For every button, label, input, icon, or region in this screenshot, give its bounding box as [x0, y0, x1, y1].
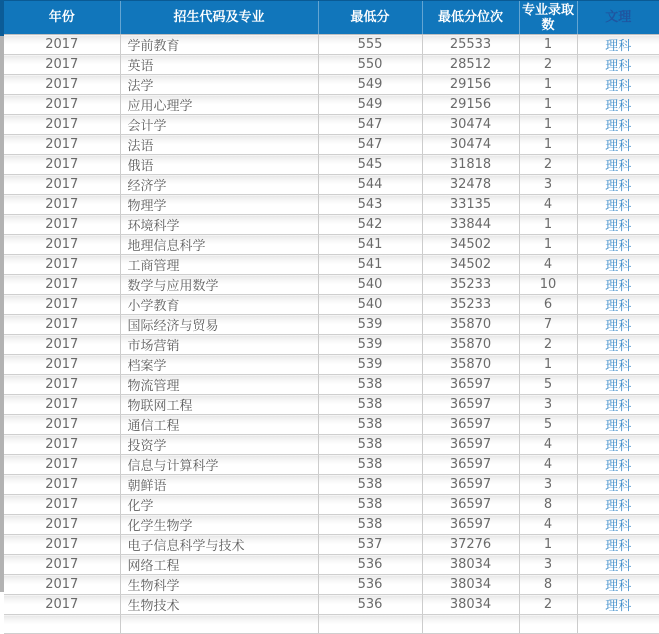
- cell-min-score: 539: [318, 315, 422, 335]
- cell-min-rank: 25533: [422, 35, 519, 55]
- cell-min-rank: 38034: [422, 575, 519, 595]
- cell-year: 2017: [4, 235, 120, 255]
- cell-year: 2017: [4, 215, 120, 235]
- cell-year: 2017: [4, 295, 120, 315]
- cell-min-score: [318, 615, 422, 634]
- cell-year: 2017: [4, 155, 120, 175]
- cell-min-rank: 33135: [422, 195, 519, 215]
- table-row: [4, 55, 659, 75]
- table-row: [4, 495, 659, 515]
- table-row: [4, 235, 659, 255]
- cell-min-score: 539: [318, 355, 422, 375]
- cell-track-link[interactable]: 理科: [577, 35, 659, 55]
- cell-min-score: 545: [318, 155, 422, 175]
- cell-min-score: 536: [318, 555, 422, 575]
- cell-min-score: 542: [318, 215, 422, 235]
- cell-year: 2017: [4, 375, 120, 395]
- cell-admit-count: 1: [519, 95, 577, 115]
- cell-admit-count: 5: [519, 375, 577, 395]
- cell-major: 物理学: [120, 195, 318, 215]
- cell-min-score: 544: [318, 175, 422, 195]
- cell-year: 2017: [4, 95, 120, 115]
- cell-track-link[interactable]: 理科: [577, 415, 659, 435]
- cell-major: 小学教育: [120, 295, 318, 315]
- cell-major: 市场营销: [120, 335, 318, 355]
- cell-admit-count: 4: [519, 455, 577, 475]
- table-row: [4, 135, 659, 155]
- cell-admit-count: 8: [519, 575, 577, 595]
- cell-major: 俄语: [120, 155, 318, 175]
- table-row: [4, 355, 659, 375]
- table-row: [4, 95, 659, 115]
- cell-min-score: 538: [318, 515, 422, 535]
- cell-min-score: 540: [318, 295, 422, 315]
- cell-min-rank: 38034: [422, 595, 519, 615]
- cell-min-rank: 29156: [422, 75, 519, 95]
- cell-admit-count: 7: [519, 315, 577, 335]
- cell-admit-count: 5: [519, 415, 577, 435]
- cell-min-score: 538: [318, 415, 422, 435]
- cell-year: 2017: [4, 595, 120, 615]
- cell-major: 档案学: [120, 355, 318, 375]
- cell-min-rank: 38034: [422, 555, 519, 575]
- table-row: [4, 115, 659, 135]
- cell-track-link[interactable]: 理科: [577, 535, 659, 555]
- cell-admit-count: 2: [519, 155, 577, 175]
- cell-track-link[interactable]: 理科: [577, 395, 659, 415]
- cell-min-score: 549: [318, 75, 422, 95]
- cell-track-link[interactable]: [577, 615, 659, 634]
- cell-major: 物联网工程: [120, 395, 318, 415]
- cell-major: 英语: [120, 55, 318, 75]
- cell-min-score: 543: [318, 195, 422, 215]
- cell-track-link[interactable]: 理科: [577, 375, 659, 395]
- cell-major: 物流管理: [120, 375, 318, 395]
- table-row: [4, 295, 659, 315]
- cell-year: 2017: [4, 335, 120, 355]
- table-row: [4, 395, 659, 415]
- cell-admit-count: 4: [519, 515, 577, 535]
- table-row: [4, 215, 659, 235]
- cell-min-rank: 35233: [422, 295, 519, 315]
- cell-min-rank: 30474: [422, 115, 519, 135]
- cell-min-rank: 36597: [422, 475, 519, 495]
- table-row: [4, 255, 659, 275]
- cell-admit-count: 6: [519, 295, 577, 315]
- column-header-min-score: 最低分: [318, 1, 422, 35]
- cell-track-link[interactable]: 理科: [577, 315, 659, 335]
- cell-min-score: 537: [318, 535, 422, 555]
- cell-admit-count: 4: [519, 255, 577, 275]
- cell-admit-count: 3: [519, 395, 577, 415]
- table-header-row: [4, 1, 659, 35]
- cell-admit-count: 1: [519, 75, 577, 95]
- cell-min-rank: 35870: [422, 355, 519, 375]
- cell-year: 2017: [4, 75, 120, 95]
- cell-major: 通信工程: [120, 415, 318, 435]
- cell-track-link[interactable]: 理科: [577, 155, 659, 175]
- cell-major: 法语: [120, 135, 318, 155]
- table-row: [4, 455, 659, 475]
- cell-track-link[interactable]: 理科: [577, 555, 659, 575]
- table-row: [4, 615, 659, 634]
- cell-year: 2017: [4, 435, 120, 455]
- table-row: [4, 75, 659, 95]
- cell-major: 电子信息科学与技术: [120, 535, 318, 555]
- cell-year: 2017: [4, 195, 120, 215]
- cell-track-link[interactable]: 理科: [577, 95, 659, 115]
- table-row: [4, 335, 659, 355]
- cell-year: 2017: [4, 55, 120, 75]
- cell-year: 2017: [4, 275, 120, 295]
- cell-major: 化学: [120, 495, 318, 515]
- cell-year: 2017: [4, 555, 120, 575]
- column-header-year: 年份: [4, 1, 120, 35]
- cell-min-rank: 35870: [422, 335, 519, 355]
- admission-scores-table: [4, 0, 659, 634]
- table-row: [4, 475, 659, 495]
- cell-admit-count: 1: [519, 355, 577, 375]
- cell-track-link[interactable]: 理科: [577, 275, 659, 295]
- cell-year: 2017: [4, 415, 120, 435]
- cell-min-rank: 34502: [422, 255, 519, 275]
- cell-min-score: 538: [318, 455, 422, 475]
- cell-track-link[interactable]: 理科: [577, 75, 659, 95]
- cell-admit-count: 4: [519, 435, 577, 455]
- cell-min-rank: 34502: [422, 235, 519, 255]
- cell-min-score: 539: [318, 335, 422, 355]
- cell-min-score: 550: [318, 55, 422, 75]
- table-header: [4, 1, 659, 35]
- cell-year: 2017: [4, 35, 120, 55]
- cell-admit-count: 10: [519, 275, 577, 295]
- cell-admit-count: 2: [519, 55, 577, 75]
- cell-track-link[interactable]: 理科: [577, 115, 659, 135]
- cell-year: 2017: [4, 395, 120, 415]
- cell-min-rank: 37276: [422, 535, 519, 555]
- cell-min-score: 541: [318, 255, 422, 275]
- cell-track-link[interactable]: 理科: [577, 515, 659, 535]
- cell-min-rank: [422, 615, 519, 634]
- cell-min-rank: 36597: [422, 375, 519, 395]
- cell-track-link[interactable]: 理科: [577, 495, 659, 515]
- cell-min-score: 536: [318, 595, 422, 615]
- cell-track-link[interactable]: 理科: [577, 255, 659, 275]
- column-header-admit-count: 专业录取数: [519, 1, 577, 35]
- cell-min-score: 536: [318, 575, 422, 595]
- cell-year: 2017: [4, 355, 120, 375]
- cell-year: 2017: [4, 115, 120, 135]
- cell-admit-count: 3: [519, 555, 577, 575]
- cell-major: 应用心理学: [120, 95, 318, 115]
- table-row: [4, 555, 659, 575]
- cell-major: 环境科学: [120, 215, 318, 235]
- cell-min-score: 538: [318, 375, 422, 395]
- cell-min-rank: 28512: [422, 55, 519, 75]
- left-gutter-body: [0, 36, 4, 592]
- cell-admit-count: 4: [519, 195, 577, 215]
- table-row: [4, 155, 659, 175]
- cell-year: [4, 615, 120, 634]
- cell-min-score: 538: [318, 435, 422, 455]
- table-row: [4, 315, 659, 335]
- cell-major: 生物技术: [120, 595, 318, 615]
- cell-major: 生物科学: [120, 575, 318, 595]
- cell-year: 2017: [4, 495, 120, 515]
- cell-admit-count: 8: [519, 495, 577, 515]
- left-gutter-header: [0, 0, 4, 36]
- cell-track-link[interactable]: 理科: [577, 455, 659, 475]
- cell-track-link[interactable]: 理科: [577, 175, 659, 195]
- cell-min-score: 538: [318, 475, 422, 495]
- cell-admit-count: 1: [519, 115, 577, 135]
- cell-major: 学前教育: [120, 35, 318, 55]
- cell-admit-count: 1: [519, 35, 577, 55]
- cell-year: 2017: [4, 175, 120, 195]
- cell-min-score: 538: [318, 395, 422, 415]
- cell-min-rank: 32478: [422, 175, 519, 195]
- cell-min-score: 555: [318, 35, 422, 55]
- cell-track-link[interactable]: 理科: [577, 215, 659, 235]
- cell-track-link[interactable]: 理科: [577, 195, 659, 215]
- cell-track-link[interactable]: 理科: [577, 435, 659, 455]
- cell-min-rank: 36597: [422, 455, 519, 475]
- table-body: [4, 35, 659, 634]
- cell-admit-count: 1: [519, 235, 577, 255]
- table-row: [4, 595, 659, 615]
- cell-year: 2017: [4, 575, 120, 595]
- cell-min-rank: 35870: [422, 315, 519, 335]
- cell-admit-count: 2: [519, 335, 577, 355]
- cell-year: 2017: [4, 255, 120, 275]
- cell-min-score: 541: [318, 235, 422, 255]
- cell-track-link[interactable]: 理科: [577, 55, 659, 75]
- cell-min-score: 547: [318, 135, 422, 155]
- cell-major: 数学与应用数学: [120, 275, 318, 295]
- column-header-major: 招生代码及专业: [120, 1, 318, 35]
- cell-admit-count: 1: [519, 535, 577, 555]
- cell-track-link[interactable]: 理科: [577, 575, 659, 595]
- cell-min-rank: 35233: [422, 275, 519, 295]
- column-header-min-rank: 最低分位次: [422, 1, 519, 35]
- cell-min-score: 538: [318, 495, 422, 515]
- cell-min-rank: 36597: [422, 395, 519, 415]
- cell-track-link[interactable]: 理科: [577, 235, 659, 255]
- cell-admit-count: 3: [519, 475, 577, 495]
- cell-min-rank: 29156: [422, 95, 519, 115]
- cell-year: 2017: [4, 535, 120, 555]
- table-row: [4, 515, 659, 535]
- cell-track-link[interactable]: 理科: [577, 295, 659, 315]
- cell-min-rank: 33844: [422, 215, 519, 235]
- cell-year: 2017: [4, 455, 120, 475]
- cell-major: 会计学: [120, 115, 318, 135]
- cell-year: 2017: [4, 315, 120, 335]
- cell-major: 地理信息科学: [120, 235, 318, 255]
- cell-admit-count: [519, 615, 577, 634]
- cell-major: 信息与计算科学: [120, 455, 318, 475]
- table-row: [4, 535, 659, 555]
- cell-major: 工商管理: [120, 255, 318, 275]
- cell-major: 法学: [120, 75, 318, 95]
- table-row: [4, 195, 659, 215]
- cell-major: 经济学: [120, 175, 318, 195]
- cell-admit-count: 2: [519, 595, 577, 615]
- table-row: [4, 415, 659, 435]
- cell-min-rank: 31818: [422, 155, 519, 175]
- cell-min-rank: 30474: [422, 135, 519, 155]
- column-header-track: 文理: [577, 1, 659, 35]
- cell-track-link[interactable]: 理科: [577, 355, 659, 375]
- cell-major: 朝鲜语: [120, 475, 318, 495]
- table-row: [4, 275, 659, 295]
- cell-min-score: 549: [318, 95, 422, 115]
- table-row: [4, 375, 659, 395]
- cell-year: 2017: [4, 135, 120, 155]
- cell-min-score: 547: [318, 115, 422, 135]
- cell-admit-count: 1: [519, 135, 577, 155]
- cell-track-link[interactable]: 理科: [577, 595, 659, 615]
- cell-major: 网络工程: [120, 555, 318, 575]
- cell-min-rank: 36597: [422, 435, 519, 455]
- cell-min-score: 540: [318, 275, 422, 295]
- table-row: [4, 35, 659, 55]
- cell-major: 化学生物学: [120, 515, 318, 535]
- cell-major: 国际经济与贸易: [120, 315, 318, 335]
- cell-min-rank: 36597: [422, 415, 519, 435]
- cell-major: [120, 615, 318, 634]
- cell-admit-count: 3: [519, 175, 577, 195]
- cell-track-link[interactable]: 理科: [577, 135, 659, 155]
- cell-min-rank: 36597: [422, 495, 519, 515]
- cell-min-rank: 36597: [422, 515, 519, 535]
- cell-track-link[interactable]: 理科: [577, 335, 659, 355]
- cell-admit-count: 1: [519, 215, 577, 235]
- cell-major: 投资学: [120, 435, 318, 455]
- cell-year: 2017: [4, 475, 120, 495]
- table-row: [4, 175, 659, 195]
- table-row: [4, 435, 659, 455]
- cell-track-link[interactable]: 理科: [577, 475, 659, 495]
- cell-year: 2017: [4, 515, 120, 535]
- table-row: [4, 575, 659, 595]
